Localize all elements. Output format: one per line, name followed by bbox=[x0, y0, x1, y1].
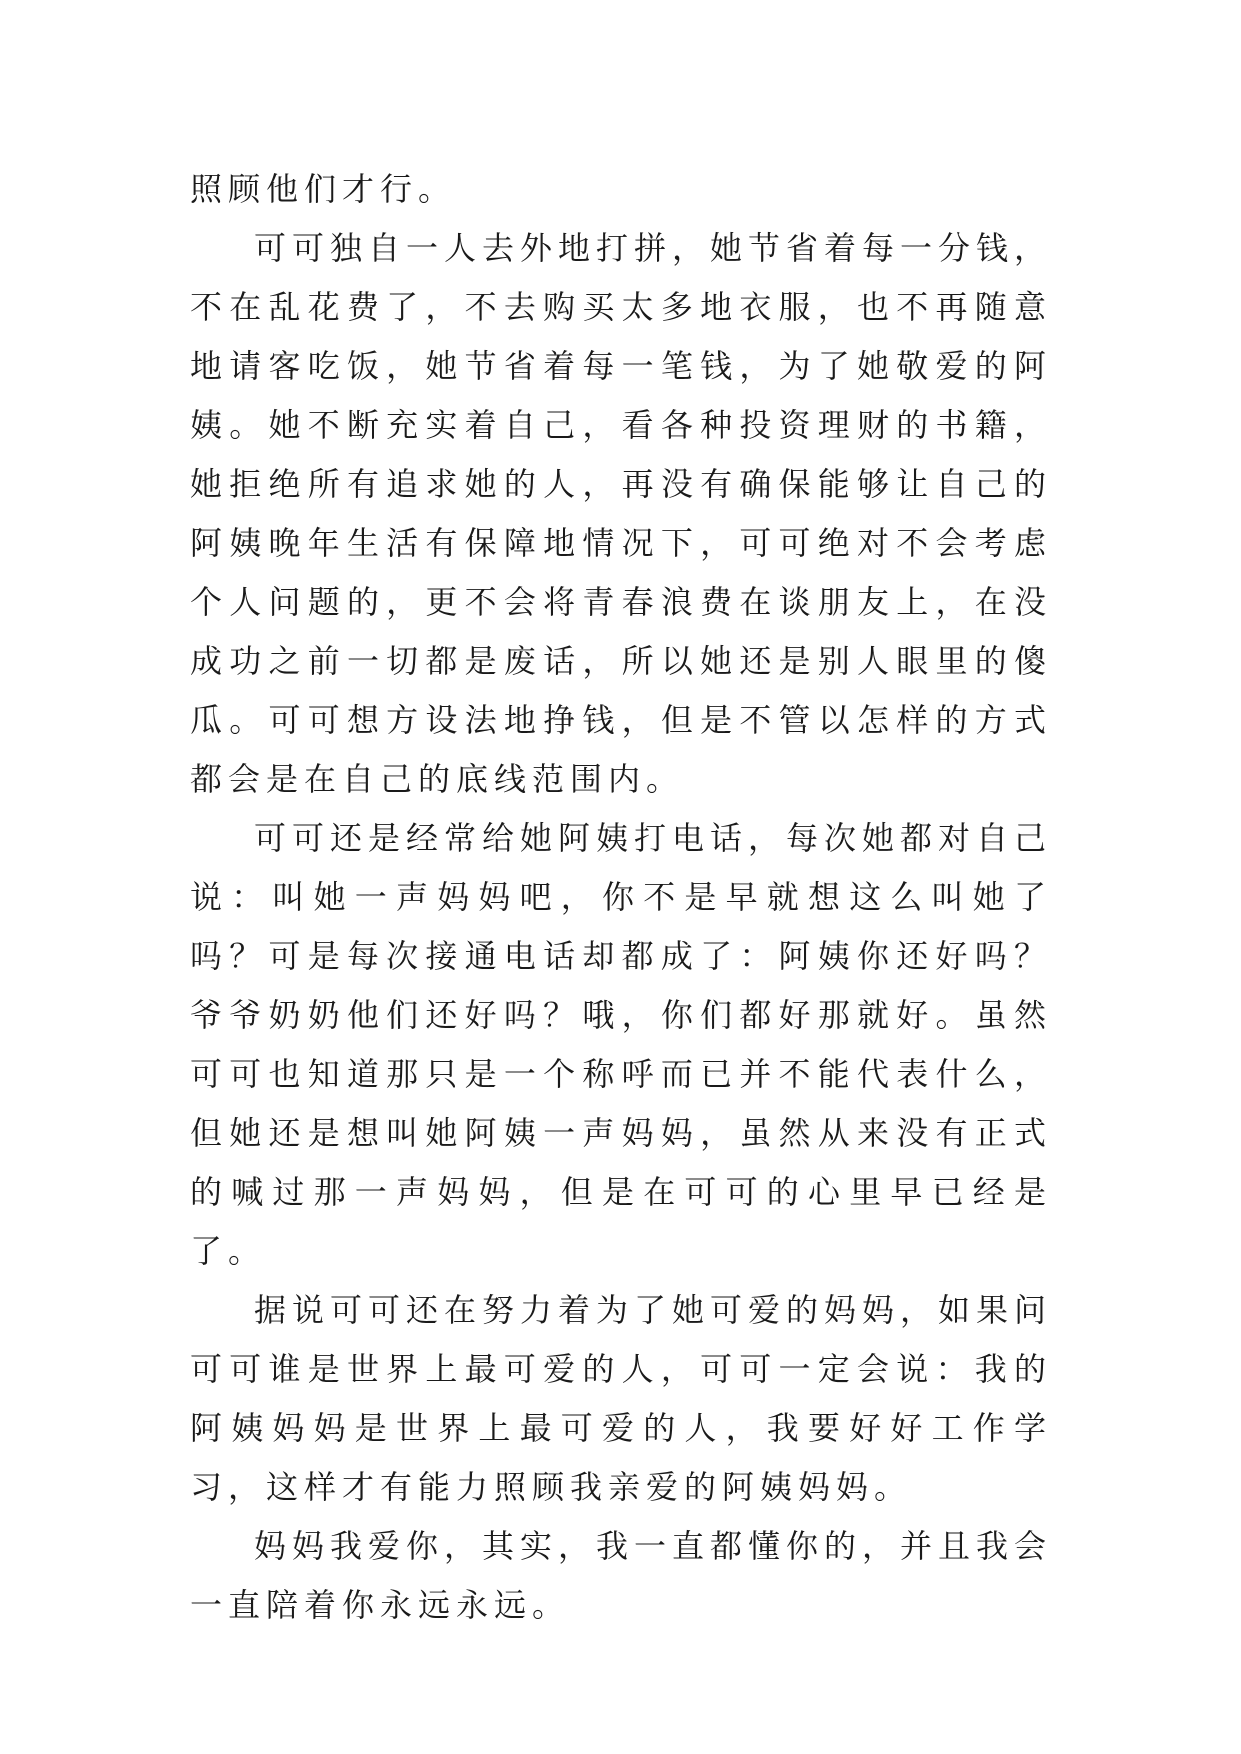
paragraph: 妈妈我爱你，其实，我一直都懂你的，并且我会一直陪着你永远永远。 bbox=[190, 1527, 1053, 1624]
paragraph: 可可独自一人去外地打拼，她节省着每一分钱，不在乱花费了，不去购买太多地衣服，也不再随意地请客吃饭，她节省着每一笔钱，为了她敬爱的阿姨。她不断充实着自己，看各种投资理财的书籍，她拒绝所有追求她的人，再没有确保能够让自己的阿姨晚年生活有保障地情况下，可可绝对不会考虑个人问题的，更不会将青春浪费在谈朋友上，在没成功之前一切都是废话，所以她还是别人眼里的傻瓜。可可想方设法地挣钱，但是不管以怎样的方式都会是在自己的底线范围内。 bbox=[190, 229, 1053, 798]
paragraph-continuation: 照顾他们才行。 bbox=[190, 170, 457, 208]
paragraph: 据说可可还在努力着为了她可爱的妈妈，如果问可可谁是世界上最可爱的人，可可一定会说：我的阿姨妈妈是世界上最可爱的人，我要好好工作学习，这样才有能力照顾我亲爱的阿姨妈妈。 bbox=[190, 1291, 1053, 1506]
document-body bbox=[190, 160, 1052, 1635]
paragraph: 可可还是经常给她阿姨打电话，每次她都对自己说：叫她一声妈妈吧，你不是早就想这么叫她了吗？可是每次接通电话却都成了：阿姨你还好吗？爷爷奶奶他们还好吗？哦，你们都好那就好。虽然可可也知道那只是一个称呼而已并不能代表什么，但她还是想叫她阿姨一声妈妈，虽然从来没有正式的喊过那一声妈妈，但是在可可的心里早已经是了。 bbox=[190, 819, 1053, 1270]
